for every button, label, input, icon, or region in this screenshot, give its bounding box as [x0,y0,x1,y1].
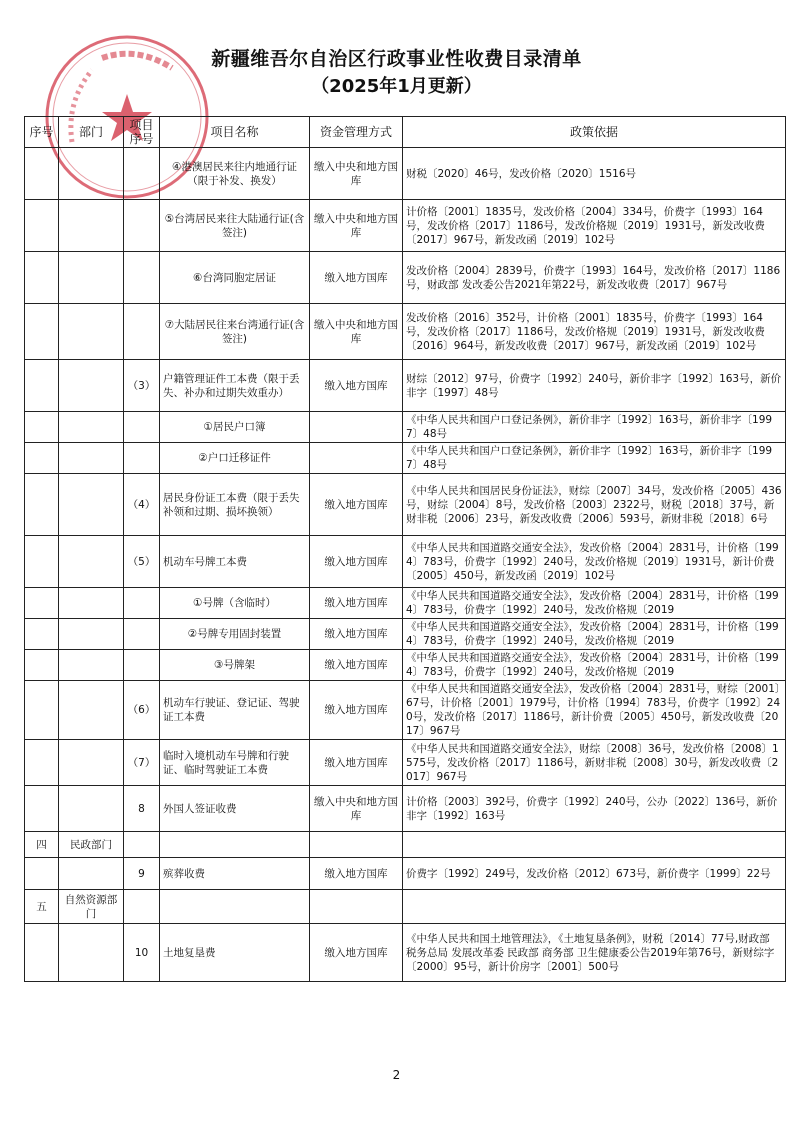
row-policy-basis: 《中华人民共和国户口登记条例》，新价非字〔1992〕163号，新价非字〔1997〕48号 [403,412,786,443]
row-dept [59,619,124,650]
row-item-seq: （4） [124,474,160,536]
row-policy-basis: 《中华人民共和国道路交通安全法》，财综〔2008〕36号，发改价格〔2008〕1575号，发改价格〔2017〕1186号，新财非税〔2008〕30号，新发改收费〔2017〕967号 [403,740,786,786]
row-fund-mgmt: 缴入地方国库 [310,474,403,536]
row-fund-mgmt: 缴入中央和地方国库 [310,200,403,252]
row-item-seq: （5） [124,536,160,588]
table-row [25,304,786,360]
row-policy-basis: 发改价格〔2004〕2839号，价费字〔1993〕164号，发改价格〔2017〕1186号，财政部 发改委公告2021年第22号，新发改收费〔2017〕967号 [403,252,786,304]
row-policy-basis: 价费字〔1992〕249号，发改价格〔2012〕673号，新价费字〔1999〕22号 [403,858,786,890]
row-fund-mgmt: 缴入中央和地方国库 [310,786,403,832]
table-row [25,148,786,200]
row-item-seq: 9 [124,858,160,890]
row-item-name: ①居民户口簿 [160,412,310,443]
row-policy-basis: 计价格〔2003〕392号，价费字〔1992〕240号，公办〔2022〕136号，新价非字〔1992〕163号 [403,786,786,832]
row-seq [25,740,59,786]
row-dept [59,360,124,412]
row-seq [25,650,59,681]
row-item-name: 外国人签证收费 [160,786,310,832]
row-dept [59,858,124,890]
row-dept: 民政部门 [59,832,124,858]
row-item-seq: （7） [124,740,160,786]
row-item-seq [124,412,160,443]
row-fund-mgmt [310,443,403,474]
row-dept [59,304,124,360]
row-seq [25,474,59,536]
row-fund-mgmt: 缴入地方国库 [310,650,403,681]
header-policy: 政策依据 [403,117,786,148]
row-item-name: ②号牌专用固封装置 [160,619,310,650]
row-seq [25,148,59,200]
row-item-name: ⑤台湾居民来往大陆通行证(含签注) [160,200,310,252]
row-seq [25,252,59,304]
row-fund-mgmt: 缴入地方国库 [310,360,403,412]
row-dept [59,650,124,681]
row-fund-mgmt: 缴入地方国库 [310,681,403,740]
row-item-seq [124,650,160,681]
table-row [25,786,786,832]
table-row [25,360,786,412]
row-policy-basis: 《中华人民共和国户口登记条例》，新价非字〔1992〕163号，新价非字〔1997〕48号 [403,443,786,474]
row-seq [25,443,59,474]
row-policy-basis: 《中华人民共和国土地管理法》，《土地复垦条例》，财税〔2014〕77号,财政部 税务总局 发展改革委 民政部 商务部 卫生健康委公告2019年第76号，新财综字〔2000〕95号，新计价房字〔2001〕500号 [403,924,786,982]
row-dept [59,474,124,536]
table-row [25,832,786,858]
row-seq [25,588,59,619]
row-fund-mgmt: 缴入地方国库 [310,588,403,619]
row-fund-mgmt: 缴入地方国库 [310,740,403,786]
row-item-seq [124,200,160,252]
row-item-name: ①号牌（含临时） [160,588,310,619]
table-row [25,412,786,443]
row-dept [59,786,124,832]
header-item-seq: 项目序号 [124,117,160,148]
row-fund-mgmt [310,890,403,924]
row-dept [59,681,124,740]
row-fund-mgmt: 缴入地方国库 [310,536,403,588]
table-row [25,650,786,681]
table-row [25,890,786,924]
row-policy-basis: 发改价格〔2016〕352号，计价格〔2001〕1835号，价费字〔1993〕164号，发改价格〔2017〕1186号，发改价格规〔2019〕1931号，新发改收费〔2016〕964号，新发改收费〔2017〕967号，新发改函〔2019〕102号 [403,304,786,360]
row-item-name [160,890,310,924]
row-item-seq [124,443,160,474]
table-row [25,588,786,619]
row-fund-mgmt [310,412,403,443]
table-row [25,740,786,786]
row-item-name: 土地复垦费 [160,924,310,982]
row-dept [59,252,124,304]
row-item-name: ⑥台湾同胞定居证 [160,252,310,304]
header-seq: 序号 [25,117,59,148]
row-policy-basis [403,832,786,858]
row-seq: 四 [25,832,59,858]
row-fund-mgmt: 缴入中央和地方国库 [310,304,403,360]
row-item-seq: （3） [124,360,160,412]
row-item-seq [124,304,160,360]
table-row [25,924,786,982]
row-seq [25,619,59,650]
row-item-name: 机动车行驶证、登记证、驾驶证工本费 [160,681,310,740]
fee-catalog-table [24,116,786,982]
row-fund-mgmt [310,832,403,858]
table-row [25,858,786,890]
table-row [25,200,786,252]
row-item-seq [124,890,160,924]
row-seq: 五 [25,890,59,924]
row-policy-basis: 《中华人民共和国道路交通安全法》，发改价格〔2004〕2831号，计价格〔1994〕783号，价费字〔1992〕240号，发改价格规〔2019 [403,650,786,681]
document-subtitle: （2025年1月更新） [311,76,482,97]
row-item-seq [124,252,160,304]
row-seq [25,858,59,890]
row-fund-mgmt: 缴入地方国库 [310,619,403,650]
row-item-name: ②户口迁移证件 [160,443,310,474]
row-dept [59,588,124,619]
row-dept [59,740,124,786]
row-item-name: 居民身份证工本费（限于丢失补领和过期、损坏换领） [160,474,310,536]
row-item-seq: （6） [124,681,160,740]
row-dept [59,200,124,252]
row-item-seq: 8 [124,786,160,832]
row-fund-mgmt: 缴入地方国库 [310,252,403,304]
row-policy-basis [403,890,786,924]
header-item-name: 项目名称 [160,117,310,148]
row-item-seq [124,619,160,650]
table-row [25,619,786,650]
document-title: 新疆维吾尔自治区行政事业性收费目录清单 [211,48,582,70]
row-policy-basis: 财税〔2020〕46号，发改价格〔2020〕1516号 [403,148,786,200]
table-header-row [25,117,786,148]
row-seq [25,200,59,252]
row-seq [25,681,59,740]
row-policy-basis: 计价格〔2001〕1835号，发改价格〔2004〕334号，价费字〔1993〕164号，发改价格〔2017〕1186号，发改价格规〔2019〕1931号，新发改收费〔2017〕967号，新发改函〔2019〕102号 [403,200,786,252]
row-item-name: ④港澳居民来往内地通行证（限于补发、换发） [160,148,310,200]
row-dept [59,924,124,982]
row-policy-basis: 《中华人民共和国道路交通安全法》，发改价格〔2004〕2831号，财综〔2001〕67号，计价格〔2001〕1979号，计价格〔1994〕783号，价费字〔1992〕240号，发改价格〔2017〕1186号，新计价费〔2005〕450号，新发改收费〔2017〕967号 [403,681,786,740]
row-seq [25,412,59,443]
header-dept: 部门 [59,117,124,148]
row-item-name: 户籍管理证件工本费（限于丢失、补办和过期失效重办） [160,360,310,412]
row-policy-basis: 《中华人民共和国道路交通安全法》，发改价格〔2004〕2831号，计价格〔1994〕783号，价费字〔1992〕240号，发改价格规〔2019〕1931号，新计价费〔2005〕450号，新发改函〔2019〕102号 [403,536,786,588]
row-dept [59,412,124,443]
row-policy-basis: 《中华人民共和国道路交通安全法》，发改价格〔2004〕2831号，计价格〔1994〕783号，价费字〔1992〕240号，发改价格规〔2019 [403,588,786,619]
row-item-seq: 10 [124,924,160,982]
row-fund-mgmt: 缴入地方国库 [310,858,403,890]
header-fund-mgmt: 资金管理方式 [310,117,403,148]
row-item-name: 殡葬收费 [160,858,310,890]
row-item-seq [124,148,160,200]
row-dept [59,148,124,200]
row-item-seq [124,588,160,619]
row-seq [25,360,59,412]
row-item-name: ⑦大陆居民往来台湾通行证(含签注) [160,304,310,360]
row-dept [59,536,124,588]
row-dept [59,443,124,474]
row-seq [25,304,59,360]
table-row [25,681,786,740]
row-fund-mgmt: 缴入地方国库 [310,924,403,982]
row-item-name: 机动车号牌工本费 [160,536,310,588]
table-row [25,536,786,588]
row-seq [25,786,59,832]
table-row [25,443,786,474]
row-item-seq [124,832,160,858]
row-item-name: ③号牌架 [160,650,310,681]
row-seq [25,924,59,982]
row-fund-mgmt: 缴入中央和地方国库 [310,148,403,200]
row-item-name [160,832,310,858]
row-policy-basis: 《中华人民共和国居民身份证法》，财综〔2007〕34号，发改价格〔2005〕436号，财综〔2004〕8号，发改价格〔2003〕2322号，财税〔2018〕37号，新财非税〔2006〕23号，新发改收费〔2006〕593号，新财非税〔2018〕6号 [403,474,786,536]
row-dept: 自然资源部门 [59,890,124,924]
row-policy-basis: 《中华人民共和国道路交通安全法》，发改价格〔2004〕2831号，计价格〔1994〕783号，价费字〔1992〕240号，发改价格规〔2019 [403,619,786,650]
page-number: 2 [392,1068,401,1082]
row-seq [25,536,59,588]
table-row [25,474,786,536]
row-policy-basis: 财综〔2012〕97号，价费字〔1992〕240号，新价非字〔1992〕163号，新价非字〔1997〕48号 [403,360,786,412]
table-row [25,252,786,304]
row-item-name: 临时入境机动车号牌和行驶证、临时驾驶证工本费 [160,740,310,786]
